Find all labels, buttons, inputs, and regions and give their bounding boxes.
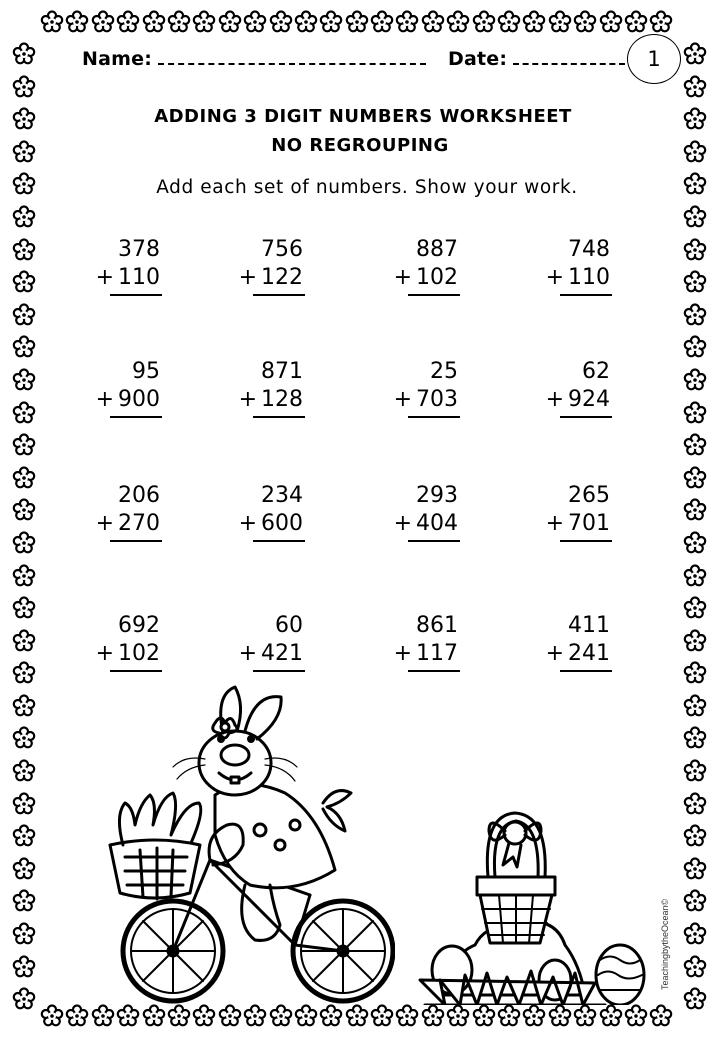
- addition-problem: [72, 358, 162, 414]
- addition-problem: [215, 236, 305, 292]
- flower-icon: [370, 10, 394, 34]
- answer-line[interactable]: [253, 294, 305, 296]
- flower-icon: [243, 1004, 267, 1028]
- name-field[interactable]: [158, 49, 426, 65]
- flower-icon: [12, 792, 36, 816]
- answer-line[interactable]: [253, 540, 305, 542]
- first-addend: 756: [261, 237, 303, 262]
- easter-basket-illustration: [405, 805, 655, 1005]
- first-addend: 378: [118, 237, 160, 262]
- flower-icon: [192, 1004, 216, 1028]
- flower-icon: [683, 857, 707, 881]
- flower-icon: [142, 1004, 166, 1028]
- flower-icon: [683, 303, 707, 327]
- flower-icon: [421, 1004, 445, 1028]
- flower-icon: [683, 368, 707, 392]
- date-field[interactable]: [513, 49, 625, 65]
- flower-icon: [683, 629, 707, 653]
- flower-icon: [12, 759, 36, 783]
- date-label: Date:: [448, 48, 508, 70]
- flower-icon: [12, 955, 36, 979]
- flower-icon: [294, 10, 318, 34]
- first-addend: 234: [261, 483, 303, 508]
- first-addend: 748: [568, 237, 610, 262]
- flower-icon: [12, 466, 36, 490]
- flower-icon: [12, 596, 36, 620]
- addition-problem: [215, 482, 305, 538]
- flower-icon: [12, 303, 36, 327]
- flower-icon: [683, 596, 707, 620]
- flower-icon: [12, 726, 36, 750]
- answer-line[interactable]: [408, 670, 460, 672]
- flower-icon: [243, 10, 267, 34]
- flower-icon: [12, 889, 36, 913]
- addition-problem: [370, 612, 460, 668]
- addition-problem: [72, 482, 162, 538]
- flower-icon: [624, 1004, 648, 1028]
- answer-line[interactable]: [110, 540, 162, 542]
- first-addend: 206: [118, 483, 160, 508]
- second-addend: 600: [261, 511, 303, 536]
- flower-icon: [522, 10, 546, 34]
- plus-sign: +: [238, 265, 257, 290]
- flower-icon: [497, 1004, 521, 1028]
- flower-icon: [683, 466, 707, 490]
- instructions: Add each set of numbers. Show your work.: [156, 177, 578, 198]
- addition-problem: [370, 236, 460, 292]
- flower-icon: [294, 1004, 318, 1028]
- second-addend: 270: [118, 511, 160, 536]
- flower-icon: [12, 987, 36, 1011]
- first-addend: 861: [416, 613, 458, 638]
- flower-icon: [683, 205, 707, 229]
- first-addend: 293: [416, 483, 458, 508]
- flower-icon: [65, 10, 89, 34]
- answer-line[interactable]: [560, 540, 612, 542]
- second-addend: 117: [416, 641, 458, 666]
- flower-icon: [91, 10, 115, 34]
- answer-line[interactable]: [408, 540, 460, 542]
- plus-sign: +: [95, 387, 114, 412]
- flower-icon: [683, 42, 707, 66]
- flower-icon: [192, 10, 216, 34]
- plus-sign: +: [393, 641, 412, 666]
- second-addend: 241: [568, 641, 610, 666]
- border-top: [40, 10, 673, 34]
- name-label: Name:: [82, 48, 153, 70]
- flower-icon: [218, 10, 242, 34]
- flower-icon: [12, 433, 36, 457]
- addition-problem: [522, 482, 612, 538]
- border-bottom: [40, 1004, 673, 1028]
- flower-icon: [548, 10, 572, 34]
- flower-icon: [12, 368, 36, 392]
- flower-icon: [167, 10, 191, 34]
- first-addend: 871: [261, 359, 303, 384]
- flower-icon: [167, 1004, 191, 1028]
- flower-icon: [522, 1004, 546, 1028]
- flower-icon: [91, 1004, 115, 1028]
- plus-sign: +: [393, 511, 412, 536]
- answer-line[interactable]: [560, 670, 612, 672]
- flower-icon: [683, 498, 707, 522]
- flower-icon: [65, 1004, 89, 1028]
- flower-icon: [395, 10, 419, 34]
- flower-icon: [573, 10, 597, 34]
- addition-problem: [370, 358, 460, 414]
- addition-problem: [72, 236, 162, 292]
- flower-icon: [12, 629, 36, 653]
- first-addend: 62: [582, 359, 610, 384]
- second-addend: 102: [416, 265, 458, 290]
- answer-line[interactable]: [560, 294, 612, 296]
- flower-icon: [472, 1004, 496, 1028]
- flower-icon: [599, 10, 623, 34]
- second-addend: 404: [416, 511, 458, 536]
- plus-sign: +: [545, 387, 564, 412]
- answer-line[interactable]: [110, 670, 162, 672]
- flower-icon: [12, 531, 36, 555]
- flower-icon: [12, 824, 36, 848]
- flower-icon: [40, 10, 64, 34]
- second-addend: 110: [118, 265, 160, 290]
- first-addend: 60: [275, 613, 303, 638]
- flower-icon: [548, 1004, 572, 1028]
- flower-icon: [683, 955, 707, 979]
- flower-icon: [12, 661, 36, 685]
- flower-icon: [116, 1004, 140, 1028]
- bunny-bicycle-illustration: [95, 685, 395, 1005]
- flower-icon: [683, 726, 707, 750]
- addition-problem: [72, 612, 162, 668]
- flower-icon: [649, 10, 673, 34]
- flower-icon: [319, 10, 343, 34]
- flower-icon: [269, 1004, 293, 1028]
- addition-problem: [522, 236, 612, 292]
- flower-icon: [683, 401, 707, 425]
- flower-icon: [12, 922, 36, 946]
- addition-problem: [215, 358, 305, 414]
- second-addend: 102: [118, 641, 160, 666]
- first-addend: 411: [568, 613, 610, 638]
- second-addend: 122: [261, 265, 303, 290]
- addition-problem: [215, 612, 305, 668]
- plus-sign: +: [545, 511, 564, 536]
- flower-icon: [319, 1004, 343, 1028]
- flower-icon: [446, 10, 470, 34]
- flower-icon: [624, 10, 648, 34]
- flower-icon: [683, 792, 707, 816]
- flower-icon: [345, 10, 369, 34]
- plus-sign: +: [238, 511, 257, 536]
- flower-icon: [12, 694, 36, 718]
- flower-icon: [472, 10, 496, 34]
- answer-line[interactable]: [253, 670, 305, 672]
- plus-sign: +: [238, 387, 257, 412]
- flower-icon: [683, 889, 707, 913]
- first-addend: 887: [416, 237, 458, 262]
- answer-line[interactable]: [110, 294, 162, 296]
- first-addend: 95: [132, 359, 160, 384]
- second-addend: 703: [416, 387, 458, 412]
- flower-icon: [12, 238, 36, 262]
- flower-icon: [683, 531, 707, 555]
- flower-icon: [12, 42, 36, 66]
- plus-sign: +: [238, 641, 257, 666]
- flower-icon: [370, 1004, 394, 1028]
- plus-sign: +: [393, 265, 412, 290]
- flower-icon: [395, 1004, 419, 1028]
- answer-line[interactable]: [110, 416, 162, 418]
- flower-icon: [683, 238, 707, 262]
- answer-line[interactable]: [408, 416, 460, 418]
- flower-icon: [683, 987, 707, 1011]
- plus-sign: +: [545, 265, 564, 290]
- flower-icon: [683, 922, 707, 946]
- flower-icon: [12, 335, 36, 359]
- second-addend: 421: [261, 641, 303, 666]
- flower-icon: [218, 1004, 242, 1028]
- flower-icon: [683, 270, 707, 294]
- flower-icon: [269, 10, 293, 34]
- plus-sign: +: [95, 265, 114, 290]
- second-addend: 924: [568, 387, 610, 412]
- flower-icon: [683, 661, 707, 685]
- flower-icon: [683, 335, 707, 359]
- page-number-badge: 1: [627, 34, 681, 84]
- worksheet-subtitle: NO REGROUPING: [271, 135, 449, 156]
- flower-icon: [683, 433, 707, 457]
- first-addend: 692: [118, 613, 160, 638]
- plus-sign: +: [95, 511, 114, 536]
- flower-icon: [683, 694, 707, 718]
- flower-icon: [12, 270, 36, 294]
- plus-sign: +: [393, 387, 412, 412]
- flower-icon: [649, 1004, 673, 1028]
- flower-icon: [12, 857, 36, 881]
- flower-icon: [345, 1004, 369, 1028]
- flower-icon: [40, 1004, 64, 1028]
- flower-icon: [683, 564, 707, 588]
- answer-line[interactable]: [253, 416, 305, 418]
- flower-icon: [12, 564, 36, 588]
- flower-icon: [573, 1004, 597, 1028]
- flower-icon: [497, 10, 521, 34]
- second-addend: 701: [568, 511, 610, 536]
- flower-icon: [12, 401, 36, 425]
- flower-icon: [599, 1004, 623, 1028]
- second-addend: 128: [261, 387, 303, 412]
- first-addend: 265: [568, 483, 610, 508]
- first-addend: 25: [430, 359, 458, 384]
- addition-problem: [370, 482, 460, 538]
- flower-icon: [421, 10, 445, 34]
- second-addend: 900: [118, 387, 160, 412]
- flower-icon: [142, 10, 166, 34]
- flower-icon: [12, 205, 36, 229]
- addition-problem: [522, 612, 612, 668]
- flower-icon: [12, 75, 36, 99]
- plus-sign: +: [95, 641, 114, 666]
- answer-line[interactable]: [560, 416, 612, 418]
- addition-problem: [522, 358, 612, 414]
- flower-icon: [446, 1004, 470, 1028]
- header-line: [82, 48, 625, 70]
- copyright-watermark: TeachingbytheOcean©: [660, 898, 670, 990]
- worksheet-title: ADDING 3 DIGIT NUMBERS WORKSHEET: [154, 106, 572, 127]
- answer-line[interactable]: [408, 294, 460, 296]
- second-addend: 110: [568, 265, 610, 290]
- flower-icon: [683, 75, 707, 99]
- plus-sign: +: [545, 641, 564, 666]
- flower-icon: [683, 824, 707, 848]
- flower-icon: [116, 10, 140, 34]
- flower-icon: [683, 759, 707, 783]
- flower-icon: [12, 498, 36, 522]
